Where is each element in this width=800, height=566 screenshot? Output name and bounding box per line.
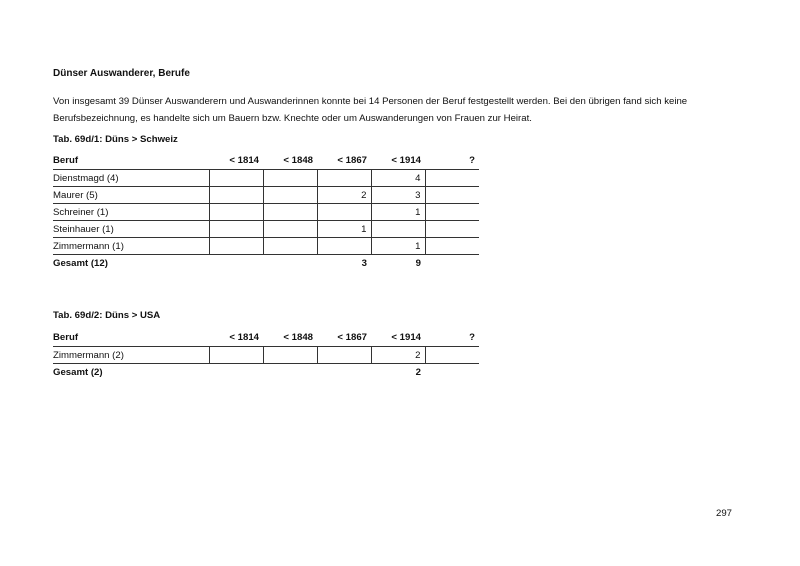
cell <box>209 221 263 238</box>
table1-title: Tab. 69d/1: Düns > Schweiz <box>53 134 178 145</box>
column-header: < 1814 <box>209 329 263 347</box>
cell <box>317 364 371 381</box>
table-row <box>53 170 479 187</box>
cell <box>263 255 317 272</box>
cell <box>263 204 317 221</box>
total-label: Gesamt (2) <box>53 366 103 378</box>
cell <box>263 347 317 364</box>
cell <box>263 238 317 255</box>
table-header-row <box>53 329 479 347</box>
cell: Dienstmagd (4) <box>53 170 209 187</box>
cell <box>209 238 263 255</box>
cell <box>425 238 479 255</box>
column-header: ? <box>425 152 479 170</box>
table1 <box>53 152 479 271</box>
cell <box>425 170 479 187</box>
cell <box>371 221 425 238</box>
cell: 2 <box>415 366 421 378</box>
cell: 1 <box>371 238 425 255</box>
cell <box>317 170 371 187</box>
cell: 2 <box>317 187 371 204</box>
cell <box>209 364 263 381</box>
column-header: < 1867 <box>317 152 371 170</box>
cell: Zimmermann (1) <box>53 238 209 255</box>
column-header: Beruf <box>53 329 209 347</box>
table2-title: Tab. 69d/2: Düns > USA <box>53 310 161 321</box>
intro-paragraph <box>53 93 753 127</box>
table-row <box>53 187 479 204</box>
cell: 9 <box>415 257 421 269</box>
paragraph-line: Berufsbezeichnung, es handelte sich um Bauern bzw. Knechte oder um Auswanderungen von Frauen zur Heirat. <box>53 113 532 124</box>
paragraph-line: Von insgesamt 39 Dünser Auswanderern und Auswanderinnen konnte bei 14 Personen der Beruf festgestellt werden. Bei den übrigen fand sich keine <box>53 96 688 107</box>
column-header: Beruf <box>53 152 209 170</box>
cell <box>425 255 479 272</box>
total-row <box>53 364 479 381</box>
column-header: < 1914 <box>371 329 425 347</box>
cell <box>263 221 317 238</box>
column-header: < 1814 <box>209 152 263 170</box>
cell <box>209 170 263 187</box>
cell <box>209 187 263 204</box>
section-heading: Dünser Auswanderer, Berufe <box>53 68 190 79</box>
cell <box>317 204 371 221</box>
cell: 4 <box>371 170 425 187</box>
cell <box>263 364 317 381</box>
cell: 1 <box>317 221 371 238</box>
column-header: < 1867 <box>317 329 371 347</box>
table2 <box>53 329 479 380</box>
column-header: < 1914 <box>371 152 425 170</box>
total-label: Gesamt (12) <box>53 257 108 269</box>
column-header: < 1848 <box>263 329 317 347</box>
cell <box>209 347 263 364</box>
cell: Schreiner (1) <box>53 204 209 221</box>
table-row <box>53 221 479 238</box>
table-row <box>53 204 479 221</box>
cell: Steinhauer (1) <box>53 221 209 238</box>
column-header: < 1848 <box>263 152 317 170</box>
cell <box>317 238 371 255</box>
cell <box>317 347 371 364</box>
cell: 2 <box>371 347 425 364</box>
cell <box>263 170 317 187</box>
table-header-row <box>53 152 479 170</box>
cell <box>209 255 263 272</box>
page-number: 297 <box>716 508 733 519</box>
cell: Maurer (5) <box>53 187 209 204</box>
cell: Zimmermann (2) <box>53 347 209 364</box>
cell <box>263 187 317 204</box>
cell: 3 <box>361 257 367 269</box>
cell <box>425 204 479 221</box>
cell <box>425 221 479 238</box>
cell: 3 <box>371 187 425 204</box>
table-row <box>53 347 479 364</box>
cell <box>425 347 479 364</box>
cell <box>425 364 479 381</box>
cell <box>425 187 479 204</box>
cell: 1 <box>371 204 425 221</box>
column-header: ? <box>425 329 479 347</box>
cell <box>209 204 263 221</box>
total-row <box>53 255 479 272</box>
table-row <box>53 238 479 255</box>
